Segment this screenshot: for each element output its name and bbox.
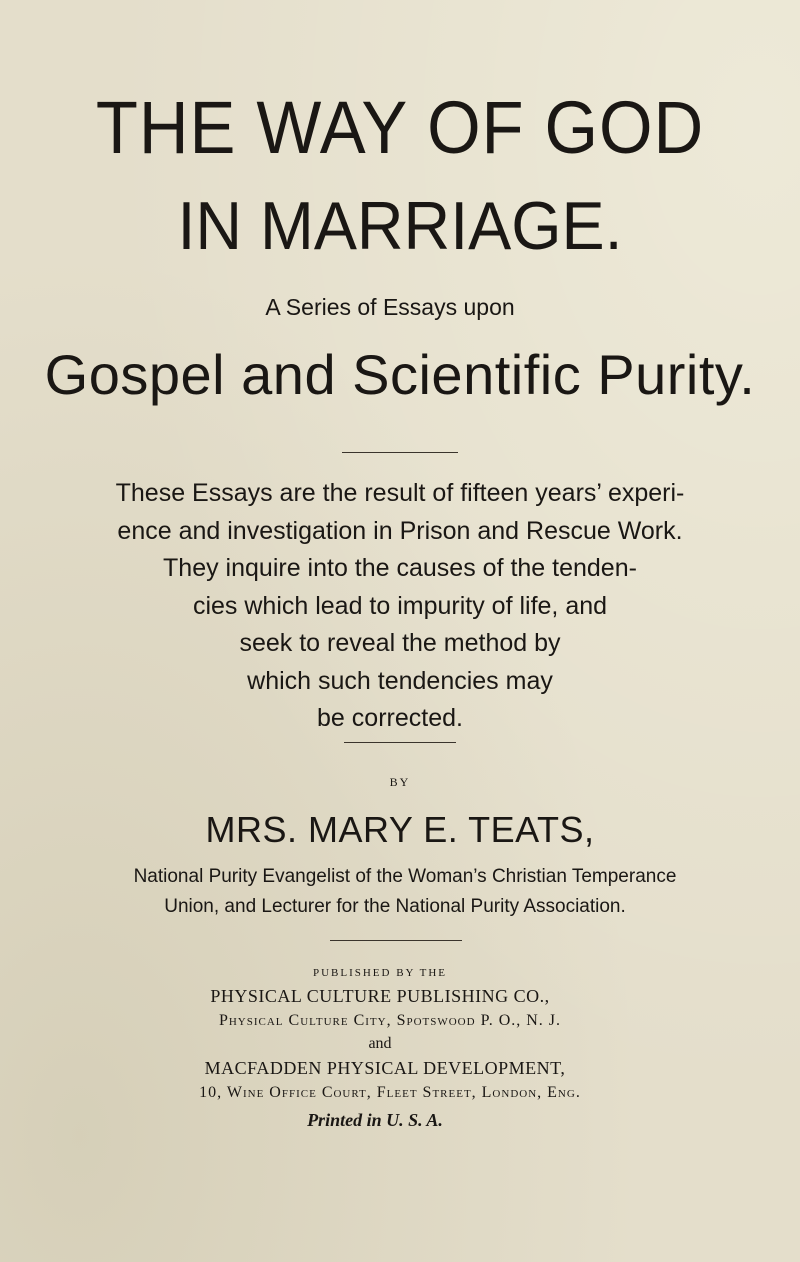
publisher-block bbox=[0, 963, 800, 1135]
series-subtitle: A Series of Essays upon bbox=[265, 294, 515, 320]
book-title-line-2: IN MARRIAGE. bbox=[177, 188, 623, 264]
description-line: They inquire into the causes of the tenden- bbox=[163, 554, 637, 582]
publisher-address-1: Physical Culture City, Spotswood P. O., N. J. bbox=[218, 1012, 562, 1029]
printed-in: Printed in U. S. A. bbox=[307, 1110, 443, 1130]
description-line: which such tendencies may bbox=[247, 666, 553, 695]
description-line: seek to reveal the method by bbox=[239, 629, 561, 657]
topic-subtitle: Gospel and Scientific Purity. bbox=[44, 343, 756, 406]
description-line: cies which lead to impurity of life, and bbox=[192, 591, 608, 620]
publisher-heading: PUBLISHED BY THE bbox=[312, 967, 448, 979]
credentials-line: Union, and Lecturer for the National Purity Association. bbox=[164, 896, 626, 917]
credentials-line: National Purity Evangelist of the Woman’s Christian Temperance bbox=[133, 866, 677, 887]
description-paragraph bbox=[0, 475, 800, 738]
by-label: BY bbox=[389, 775, 411, 789]
publisher-and: and bbox=[368, 1035, 392, 1052]
description-line: ence and investigation in Prison and Rescue Work. bbox=[117, 516, 683, 545]
description-line: be corrected. bbox=[317, 704, 463, 732]
description-line: These Essays are the result of fifteen years’ experi- bbox=[115, 479, 685, 507]
publisher-name-2: MACFADDEN PHYSICAL DEVELOPMENT, bbox=[204, 1058, 566, 1078]
publisher-address-2: 10, Wine Office Court, Fleet Street, London, Eng. bbox=[199, 1084, 581, 1101]
divider-rule-3 bbox=[330, 940, 462, 941]
divider-rule-2 bbox=[344, 742, 456, 743]
book-title-line-1: THE WAY OF GOD bbox=[95, 86, 705, 169]
author-credentials bbox=[0, 862, 800, 922]
publisher-name-1: PHYSICAL CULTURE PUBLISHING CO., bbox=[210, 986, 550, 1006]
divider-rule-1 bbox=[342, 452, 458, 453]
author-name: MRS. MARY E. TEATS, bbox=[205, 809, 595, 850]
